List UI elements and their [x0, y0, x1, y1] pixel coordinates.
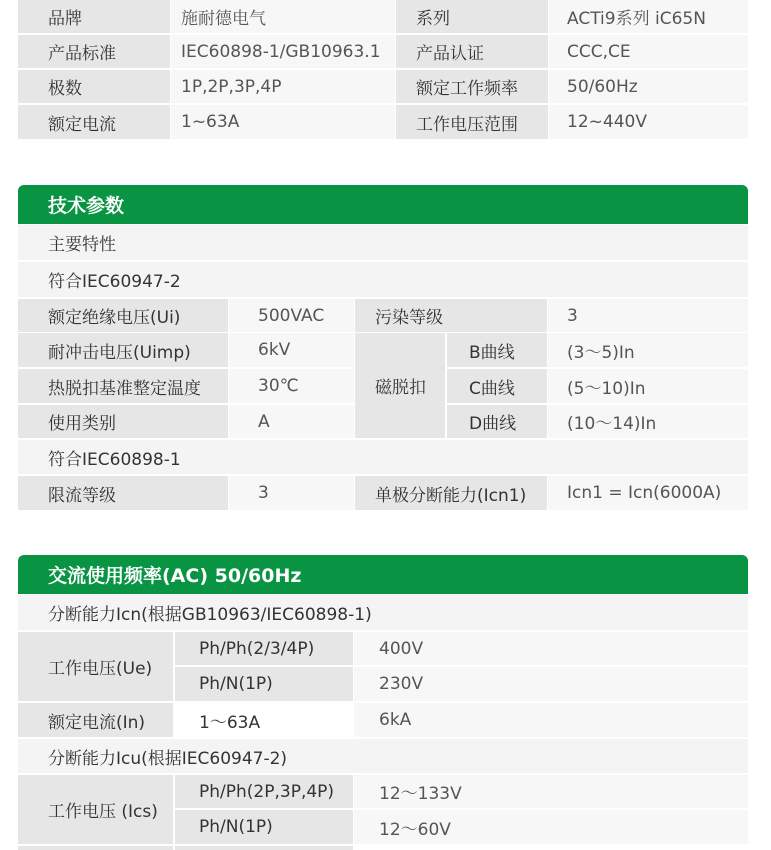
next-row-partial-sub	[175, 846, 353, 850]
certification-label: 产品认证	[396, 35, 548, 68]
current-value: 1~63A	[171, 105, 395, 139]
uimp-label: 耐冲击电压(Uimp)	[18, 333, 228, 367]
in-value: 6kA	[354, 703, 748, 737]
voltage-range-value: 12~440V	[549, 105, 748, 139]
frequency-value: 50/60Hz	[549, 70, 748, 103]
main-props-row: 主要特性	[18, 225, 748, 260]
ue-phph-label: Ph/Ph(2/3/4P)	[175, 632, 353, 665]
category-value: A	[229, 405, 354, 438]
ue-phn-value: 230V	[354, 667, 748, 701]
standard-value: IEC60898-1/GB10963.1	[171, 35, 395, 68]
limit-class-label: 限流等级	[18, 476, 228, 510]
ui-label: 额定绝缘电压(Ui)	[18, 299, 228, 332]
brand-label: 品牌	[18, 0, 170, 33]
uimp-value: 6kV	[229, 333, 354, 367]
ics-phph-value: 12〜133V	[354, 775, 748, 808]
standard-label: 产品标准	[18, 35, 170, 68]
ics-phn-label: Ph/N(1P)	[175, 810, 353, 844]
series-value: ACTi9系列 iC65N	[549, 0, 748, 33]
voltage-range-label: 工作电压范围	[396, 105, 548, 139]
temp-value: 30℃	[229, 369, 354, 403]
icn1-value: Icn1 = Icn(6000A)	[548, 476, 748, 510]
ui-value: 500VAC	[229, 299, 354, 332]
next-row-partial	[18, 846, 173, 850]
ue-phn-label: Ph/N(1P)	[175, 667, 353, 701]
icu-title-row: 分断能力Icu(根据IEC60947-2)	[18, 739, 748, 773]
ics-phph-label: Ph/Ph(2P,3P,4P)	[175, 775, 353, 808]
icn-title-row: 分断能力Icn(根据GB10963/IEC60898-1)	[18, 595, 748, 630]
basic-info-table	[18, 0, 748, 140]
tech-params-table	[18, 185, 748, 510]
std-iec60898-row: 符合IEC60898-1	[18, 440, 748, 474]
curve-c-label: C曲线	[447, 369, 547, 403]
current-label: 额定电流	[18, 105, 170, 139]
ac-header: 交流使用频率(AC) 50/60Hz	[18, 555, 748, 594]
temp-label: 热脱扣基准整定温度	[18, 369, 228, 403]
series-label: 系列	[396, 0, 548, 33]
ac-table	[18, 555, 748, 850]
frequency-label: 额定工作频率	[396, 70, 548, 103]
icn1-label: 单极分断能力(Icn1)	[355, 476, 547, 510]
ue-phph-value: 400V	[354, 632, 748, 665]
poles-label: 极数	[18, 70, 170, 103]
pollution-value: 3	[548, 299, 748, 332]
in-label: 额定电流(In)	[18, 703, 173, 737]
tech-params-header: 技术参数	[18, 185, 748, 224]
curve-d-value: (10〜14)In	[548, 405, 748, 438]
pollution-label: 污染等级	[355, 299, 547, 332]
certification-value: CCC,CE	[549, 35, 748, 68]
poles-value: 1P,2P,3P,4P	[171, 70, 395, 103]
curve-b-label: B曲线	[447, 333, 547, 367]
in-range: 1〜63A	[175, 703, 353, 737]
std-iec60947-row: 符合IEC60947-2	[18, 262, 748, 297]
curve-b-value: (3〜5)In	[548, 333, 748, 367]
ue-label: 工作电压(Ue)	[18, 632, 173, 701]
category-label: 使用类别	[18, 405, 228, 438]
limit-class-value: 3	[229, 476, 354, 510]
ics-phn-value: 12〜60V	[354, 810, 748, 844]
magnetic-trip-label: 磁脱扣	[355, 333, 445, 438]
curve-c-value: (5〜10)In	[548, 369, 748, 403]
brand-value: 施耐德电气	[171, 0, 395, 33]
ics-label: 工作电压 (Ics)	[18, 775, 173, 844]
curve-d-label: D曲线	[447, 405, 547, 438]
